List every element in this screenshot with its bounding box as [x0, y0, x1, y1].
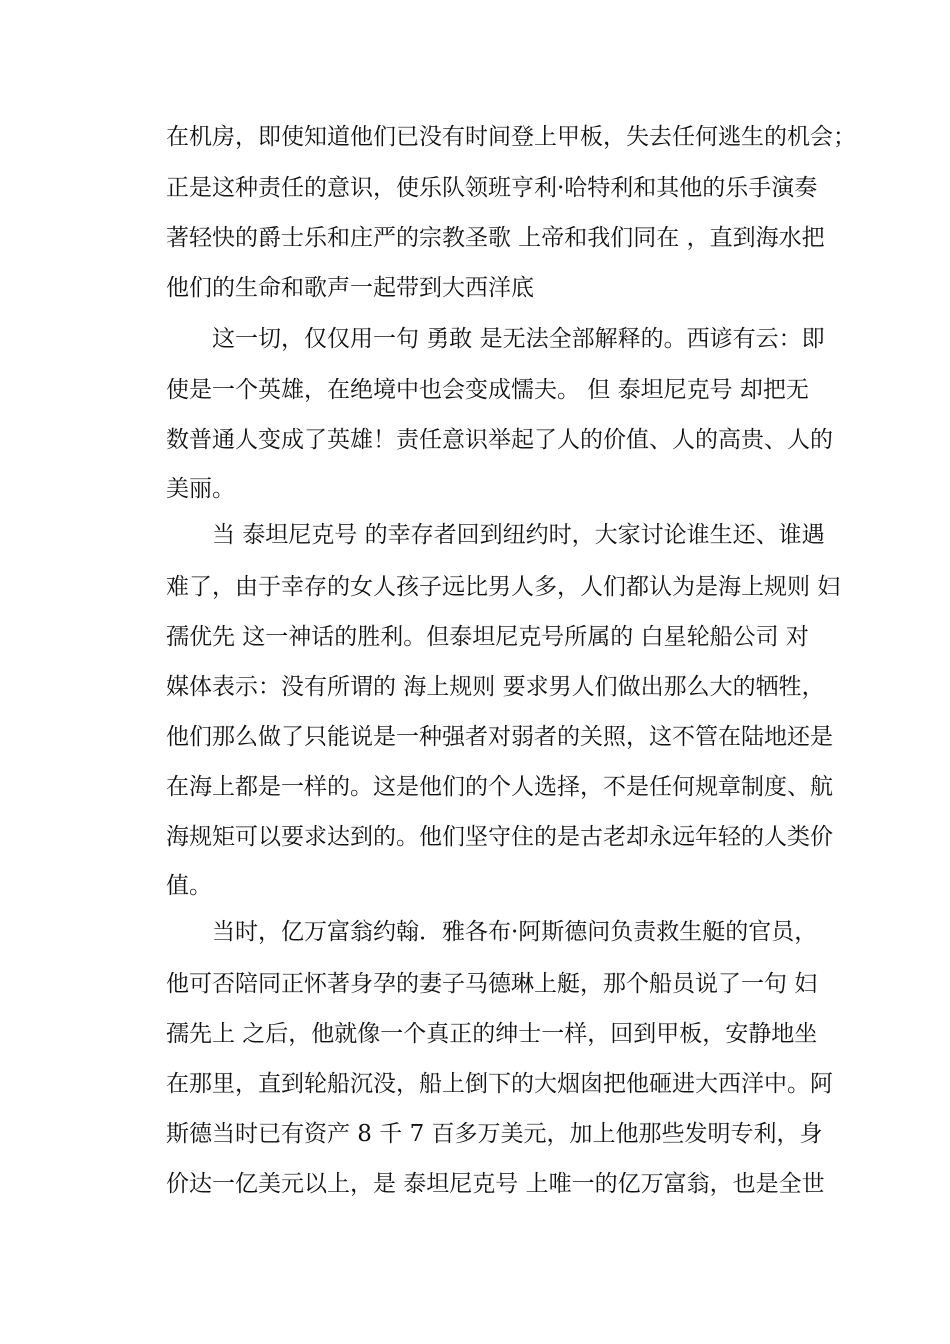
text-line: 在海上都是一样的。这是他们的个人选择，不是任何规章制度、航 — [166, 774, 833, 800]
text-line: 他们的生命和歌声一起带到大西洋底 — [166, 275, 534, 301]
text-line: 值。 — [166, 873, 212, 899]
text-line: 孺优先 这一神话的胜利。但泰坦尼克号所属的 白星轮船公司 对 — [166, 624, 809, 650]
text-line: 这一切，仅仅用一句 勇敢 是无法全部解释的。西谚有云：即 — [212, 326, 825, 352]
text-line: 斯德当时已有资产 8 千 7 百多万美元，加上他那些发明专利，身 — [166, 1121, 823, 1147]
text-line: 当 泰坦尼克号 的幸存者回到纽约时，大家讨论谁生还、谁遇 — [212, 522, 825, 548]
text-line: 难了，由于幸存的女人孩子远比男人多，人们都认为是海上规则 妇 — [166, 574, 841, 600]
text-line: 使是一个英雄，在绝境中也会变成懦夫。 但 泰坦尼克号 却把无 — [166, 377, 809, 403]
text-line: 价达一亿美元以上，是 泰坦尼克号 上唯一的亿万富翁，也是全世 — [166, 1171, 825, 1197]
text-line: 当时，亿万富翁约翰．雅各布·阿斯德问负责救生艇的官员， — [212, 919, 818, 945]
text-line: 媒体表示：没有所谓的 海上规则 要求男人们做出那么大的牺牲， — [166, 674, 825, 700]
text-line: 在机房，即使知道他们已没有时间登上甲板，失去任何逃生的机会； — [166, 124, 856, 150]
text-line: 海规矩可以要求达到的。他们坚守住的是古老却永远年轻的人类价 — [166, 824, 833, 850]
text-line: 美丽。 — [166, 476, 235, 502]
text-line: 著轻快的爵士乐和庄严的宗教圣歌 上帝和我们同在 ，直到海水把 — [166, 225, 825, 251]
text-line: 他可否陪同正怀著身孕的妻子马德琳上艇，那个船员说了一句 妇 — [166, 971, 818, 997]
text-line: 在那里，直到轮船沉没，船上倒下的大烟囱把他砸进大西洋中。阿 — [166, 1071, 833, 1097]
text-line: 他们那么做了只能说是一种强者对弱者的关照，这不管在陆地还是 — [166, 724, 833, 750]
text-line: 孺先上 之后，他就像一个真正的绅士一样，回到甲板，安静地坐 — [166, 1021, 818, 1047]
text-line: 数普通人变成了英雄！责任意识举起了人的价值、人的高贵、人的 — [166, 427, 833, 453]
text-line: 正是这种责任的意识，使乐队领班亨利·哈特利和其他的乐手演奏 — [166, 175, 818, 201]
